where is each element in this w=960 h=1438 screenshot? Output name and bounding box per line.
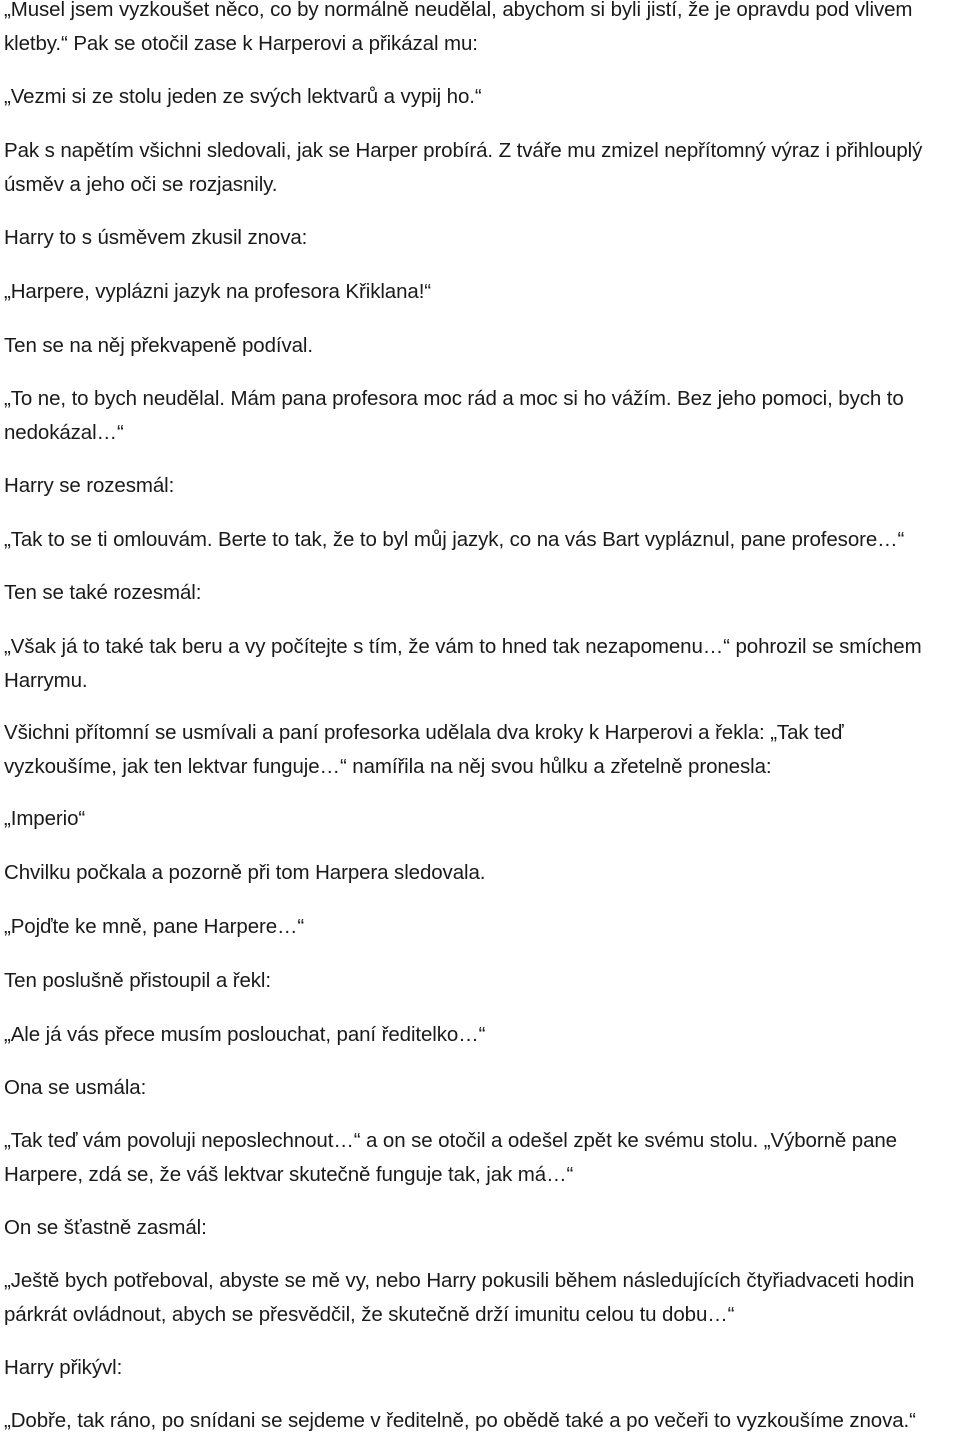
paragraph-12: Všichni přítomní se usmívali a paní profesorka udělala dva kroky k Harperovi a řekla: „Tak teď vyzkoušíme, jak ten lektvar funguje…“ namířila na něj svou hůlku a zřetelně pronesla: (4, 721, 844, 778)
paragraph-18: Ona se usmála: (4, 1076, 147, 1099)
paragraph-2: „Vezmi si ze stolu jeden ze svých lektvarů a vypij ho.“ (4, 85, 482, 108)
paragraph-13: „Imperio“ (4, 807, 86, 830)
paragraph-1: „Musel jsem vyzkoušet něco, co by normálně neudělal, abychom si byli jistí, že je opravdu pod vlivem kletby.“ Pak se otočil zase k Harperovi a přikázal mu: (4, 0, 913, 55)
paragraph-20: On se šťastně zasmál: (4, 1216, 207, 1239)
paragraph-14: Chvilku počkala a pozorně při tom Harpera sledovala. (4, 861, 486, 884)
paragraph-6: Ten se na něj překvapeně podíval. (4, 334, 313, 357)
paragraph-9: „Tak to se ti omlouvám. Berte to tak, že to byl můj jazyk, co na vás Bart vypláznul, pane profesore…“ (4, 528, 905, 551)
paragraph-23: „Dobře, tak ráno, po snídani se sejdeme v ředitelně, po obědě také a po večeři to vyzkoušíme znova.“ (4, 1409, 916, 1432)
paragraph-4: Harry to s úsměvem zkusil znova: (4, 226, 308, 249)
paragraph-7: „To ne, to bych neudělal. Mám pana profesora moc rád a moc si ho vážím. Bez jeho pomoci, bych to nedokázal…“ (4, 387, 904, 444)
paragraph-10: Ten se také rozesmál: (4, 581, 202, 604)
paragraph-11: „Však já to také tak beru a vy počítejte s tím, že vám to hned tak nezapomenu…“ pohrozil se smíchem Harrymu. (4, 635, 922, 692)
paragraph-17: „Ale já vás přece musím poslouchat, paní ředitelko…“ (4, 1023, 486, 1046)
paragraph-19: „Tak teď vám povoluji neposlechnout…“ a on se otočil a odešel zpět ke svému stolu. „Výborně pane Harpere, zdá se, že váš lektvar skutečně funguje tak, jak má…“ (4, 1129, 897, 1186)
paragraph-21: „Ještě bych potřeboval, abyste se mě vy, nebo Harry pokusili během následujících čtyřiadvaceti hodin párkrát ovládnout, abych se přesvědčil, že skutečně drží imunitu celou tu dobu…“ (4, 1269, 915, 1326)
paragraph-5: „Harpere, vyplázni jazyk na profesora Křiklana!“ (4, 280, 432, 303)
paragraph-8: Harry se rozesmál: (4, 474, 175, 497)
paragraph-22: Harry přikývl: (4, 1356, 123, 1379)
paragraph-15: „Pojďte ke mně, pane Harpere…“ (4, 915, 305, 938)
paragraph-16: Ten poslušně přistoupil a řekl: (4, 969, 271, 992)
paragraph-3: Pak s napětím všichni sledovali, jak se Harper probírá. Z tváře mu zmizel nepřítomný výraz i přihlouplý úsměv a jeho oči se rozjasnily. (4, 139, 923, 196)
